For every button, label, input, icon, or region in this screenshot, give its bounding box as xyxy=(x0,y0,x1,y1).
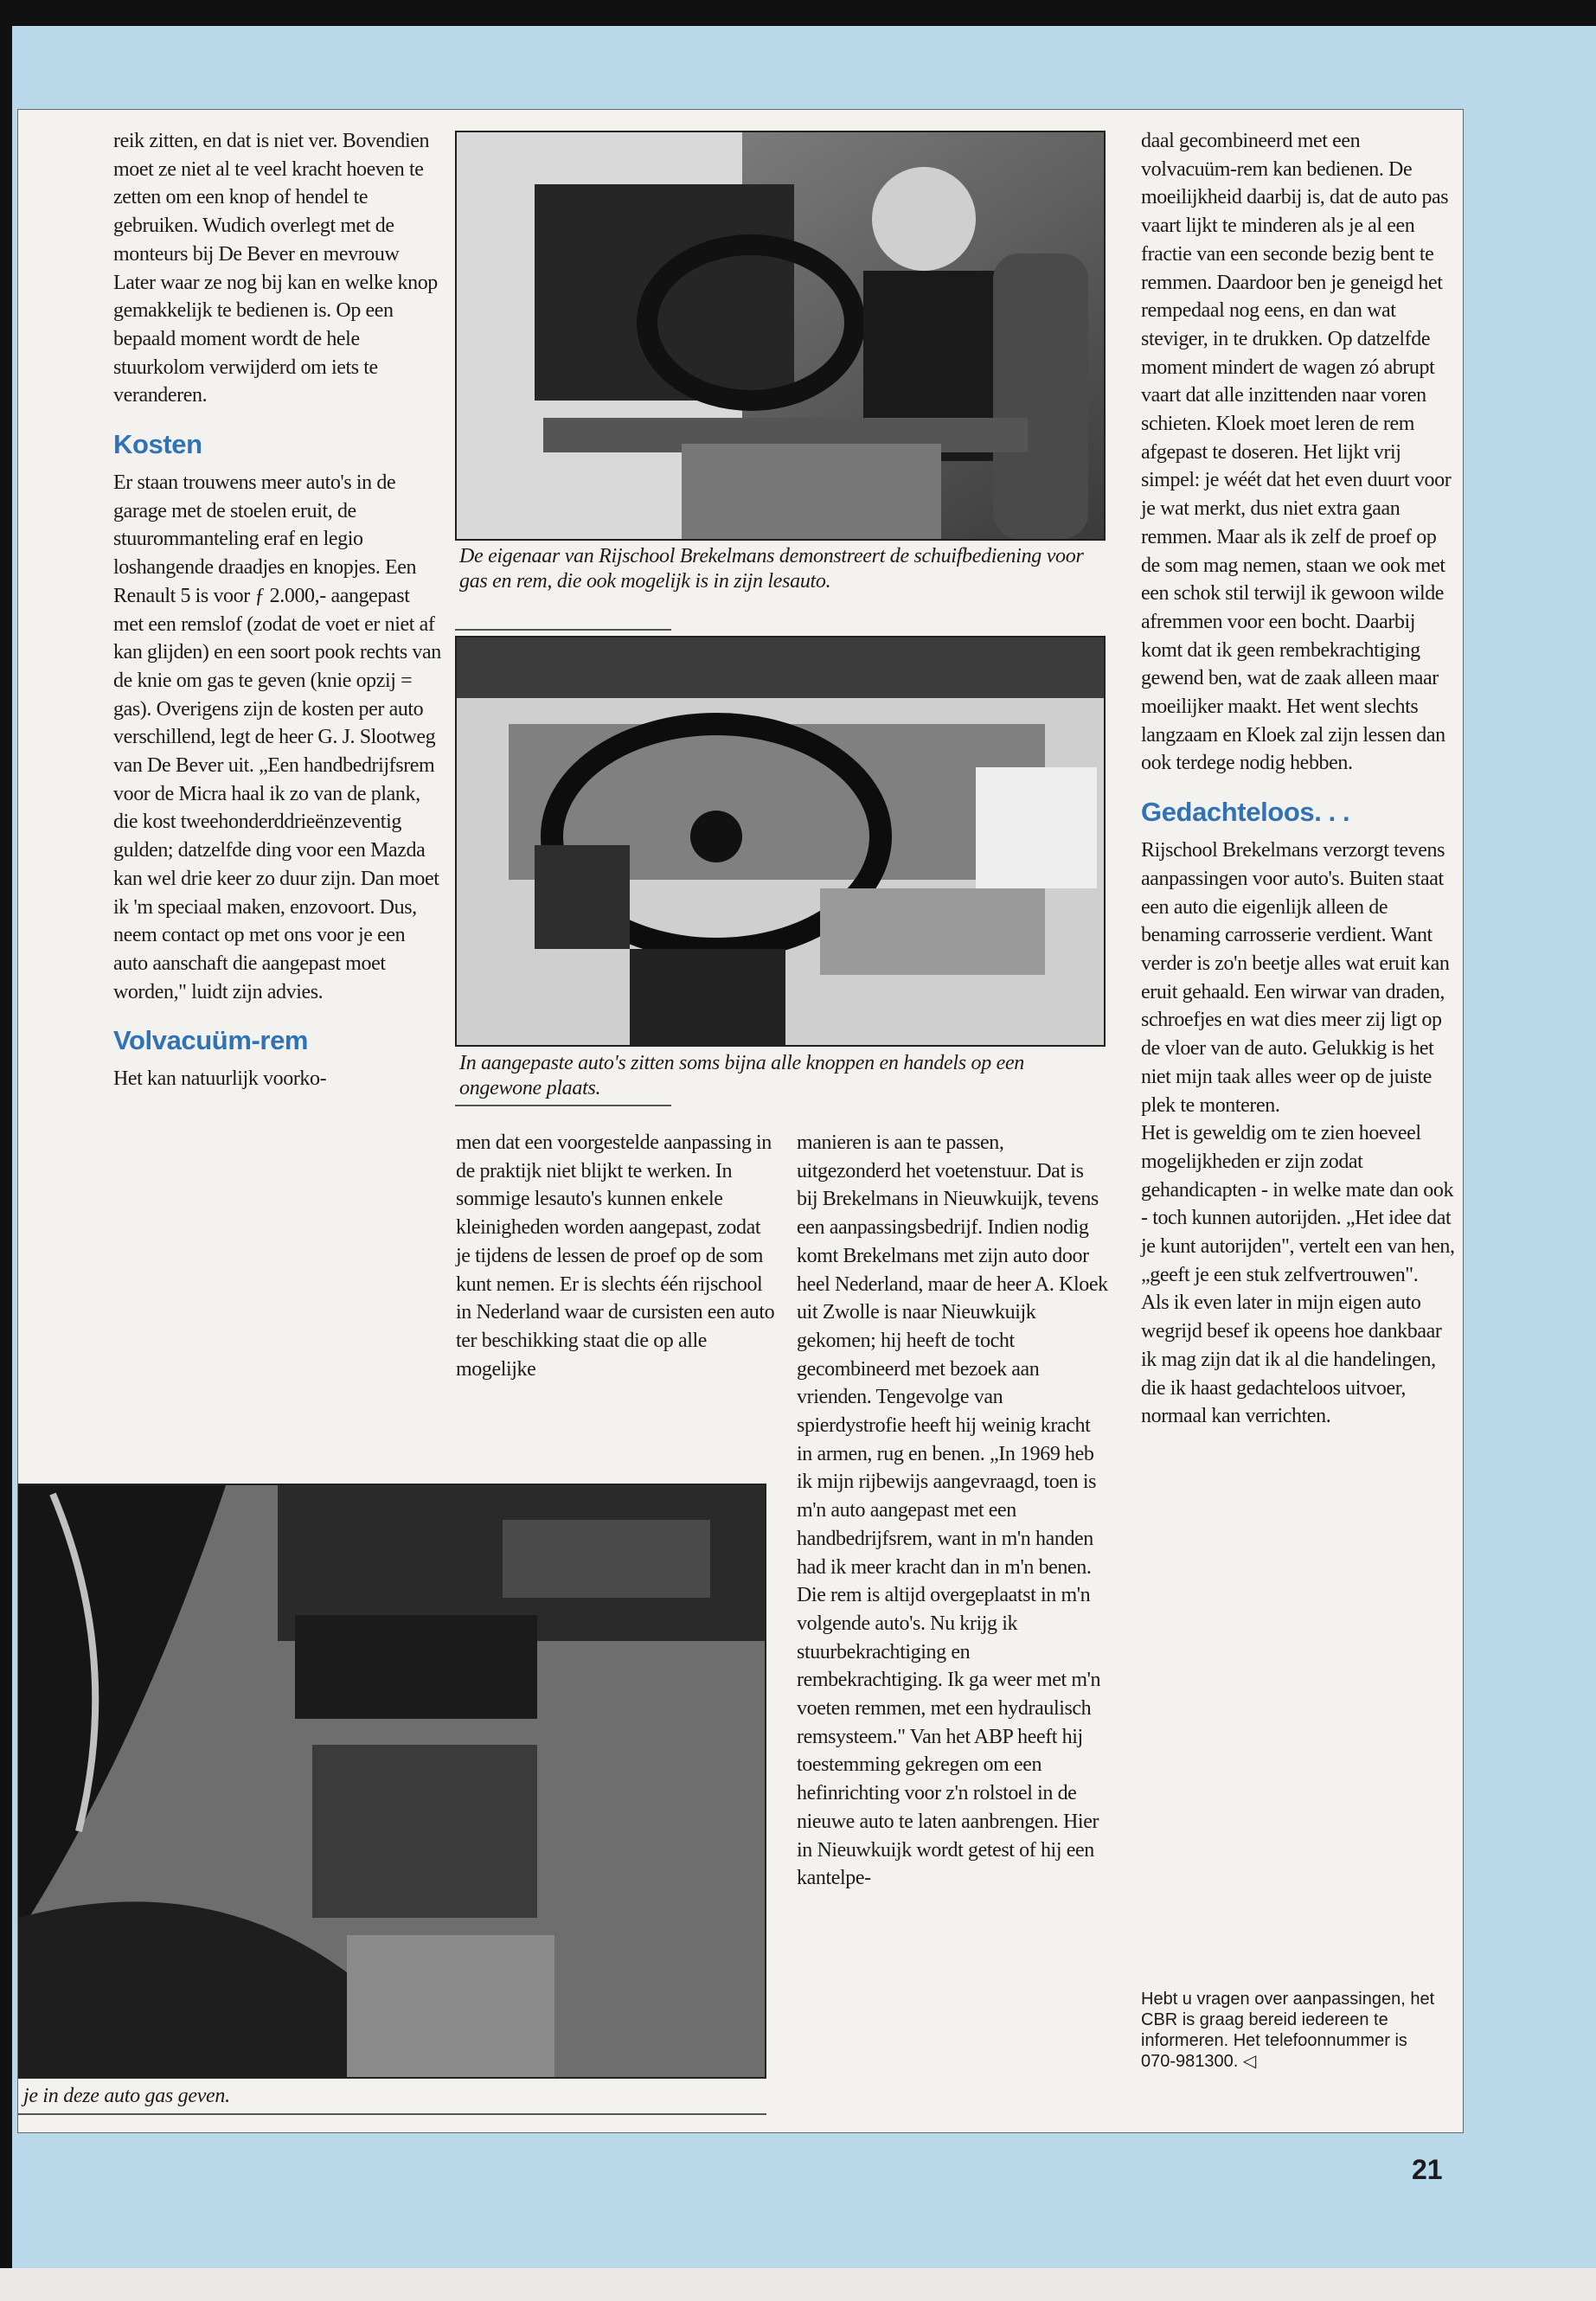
scan-border-top xyxy=(0,0,1596,26)
photo-1-image xyxy=(457,132,1104,539)
column-4-paragraph-1: daal gecombineerd met een volvacuüm-rem kan bedienen. De moeilijkheid daarbij is, dat de auto pas vaart lijkt te minderen als je al een fractie van een seconde bezig bent te remmen. Daardoor ben je geneigd het rempedaal nog eens, en dan wat steviger, in te drukken. Op datzelfde moment mindert de wagen zó abrupt vaart dat alle inzittenden naar voren schieten. Kloek moet leren de rem afgepast te doseren. Het lijkt vrij simpel: je wéét dat het even duurt voor je wat merkt, dus niet extra gaan remmen. Maar als ik zelf de proef op de som mag nemen, staan we ook met een schok stil terwijl ik gewoon wilde afremmen voor een bocht. Daarbij komt dat ik geen rembekrachtiging gewend ben, wat de zaak alleen maar moeilijker maakt. Het went slechts langzaam en Kloek zal zijn lessen dan ook terdege nodig hebben. xyxy=(1141,130,1452,775)
column-1 xyxy=(113,127,442,1093)
photo-adapted-dashboard xyxy=(455,636,1106,1047)
scan-border-left xyxy=(0,0,12,2301)
page-number: 21 xyxy=(1412,2154,1443,2185)
caption-photo-1: De eigenaar van Rijschool Brekelmans demonstreert de schuifbediening voor gas en rem, die ook mogelijk is in zijn lesauto. xyxy=(459,545,1084,593)
heading-gedachteloos: Gedachteloos. . . xyxy=(1141,797,1350,828)
column-1-paragraph-2: Er staan trouwens meer auto's in de garage met de stoelen eruit, de stuurommanteling eraf en legio loshangende draadjes en knopjes. Een Renault 5 is voor ƒ 2.000,- aangepast met een remslof (zodat de voet er niet af kan glijden) en een soort pook rechts van de knie om gas te geven (knie opzij = gas). Overigens zijn de kosten per auto verschillend, legt de heer G. J. Slootweg van De Bever uit. „Een handbedrijfsrem voor de Micra haal ik zo van de plank, die kost tweehonderddrieënzeventig gulden; datzelfde ding voor een Mazda kan wel drie keer zo duur zijn. Dan moet ik 'm speciaal maken, enzovoort. Dus, neem contact op met ons voor je een auto aanschaft die aangepast moet worden," luidt zijn advies. xyxy=(113,471,441,1003)
heading-kosten: Kosten xyxy=(113,429,202,460)
photo-3-image xyxy=(18,1485,765,2077)
column-3-paragraph: manieren is aan te passen, uitgezonderd het voetenstuur. Dat is bij Brekelmans in Nieuwkuijk, tevens een aanpassingsbedrijf. Indien nodig komt Brekelmans met zijn auto door heel Nederland, maar de heer A. Kloek uit Zwolle is naar Nieuwkuijk gekomen; hij heeft de tocht gecombineerd met bezoek aan vrienden. Tengevolge van spierdystrofie heeft hij weinig kracht in armen, rug en benen. „In 1969 heb ik mijn rijbewijs aangevraagd, toen is m'n auto aangepast met een handbedrijfsrem, want in m'n handen had ik meer kracht dan in m'n benen. Die rem is altijd overgeplaatst in m'n volgende auto's. Nu krijg ik stuurbekrachtiging en rembekrachtiging. Ik ga weer met m'n voeten remmen, met een hydraulisch remsysteem." Van het ABP heeft hij toestemming gekregen om een hefinrichting voor z'n rolstoel in de nieuwe auto te laten aanbrengen. Hier in Nieuwkuijk wordt getest of hij een kantelpe- xyxy=(797,1131,1108,1890)
caption-photo-2: In aangepaste auto's zitten soms bijna alle knoppen en handels op een ongewone plaats. xyxy=(459,1052,1025,1099)
column-3 xyxy=(797,1129,1108,1893)
column-4-paragraph-2: Rijschool Brekelmans verzorgt tevens aanpassingen voor auto's. Buiten staat een auto die eigenlijk alleen de benaming carrosserie verdient. Want verder is zo'n beetje alles wat eruit kan eruit gehaald. Een wirwar van draden, schroefjes en wat dies meer zij ligt op de vloer van de auto. Gelukkig is het niet mijn taak alles weer op de juiste plek te monteren. xyxy=(1141,839,1450,1117)
column-4-paragraph-4: Als ik even later in mijn eigen auto wegrijd besef ik opeens hoe dankbaar ik mag zijn dat ik al die handelingen, die ik haast gedachteloos uitvoer, normaal kan verrichten. xyxy=(1141,1292,1442,1428)
column-4-paragraph-3: Het is geweldig om te zien hoeveel mogelijkheden er zijn zodat gehandicapten - in welke mate dan ook - toch kunnen autorijden. „Het idee dat je kunt autorijden", vertelt een van hen, „geeft je een stuk zelfvertrouwen". xyxy=(1141,1122,1455,1286)
caption-photo-3: je in deze auto gas geven. xyxy=(23,2085,230,2107)
column-2 xyxy=(456,1129,776,1383)
cbr-contact-note: Hebt u vragen over aanpassingen, het CBR is graag bereid iedereen te informeren. Het telefoonnummer is 070-981300. ◁ xyxy=(1141,1990,1435,2071)
photo-car-interior xyxy=(18,1484,766,2079)
column-1-paragraph-1: reik zitten, en dat is niet ver. Bovendien moet ze niet al te veel kracht hoeven te zetten om een knop of hendel te gebruiken. Wudich overlegt met de monteurs bij De Bever en mevrouw Later waar ze nog bij kan en welke knop gemakkelijk te bedienen is. Op een bepaald moment wordt de hele stuurkolom verwijderd om iets te veranderen. xyxy=(113,130,438,407)
scan-border-bottom xyxy=(0,2268,1596,2301)
magazine-page xyxy=(17,109,1464,2133)
caption-rule-2 xyxy=(455,1105,671,1106)
heading-volvacuum-rem: Volvacuüm-rem xyxy=(113,1025,309,1056)
column-2-paragraph: men dat een voorgestelde aanpassing in de praktijk niet blijkt te werken. In sommige lesauto's kunnen enkele kleinigheden worden aangepast, zodat je tijdens de lessen de proef op de som kunt nemen. Er is slechts één rijschool in Nederland waar de cursisten een auto ter beschikking staat die op alle mogelijke xyxy=(456,1131,775,1381)
caption-rule-3 xyxy=(18,2113,766,2115)
column-1-paragraph-3: Het kan natuurlijk voorko- xyxy=(113,1067,327,1091)
photo-instructor-demonstration xyxy=(455,131,1106,541)
column-4 xyxy=(1141,127,1456,1431)
photo-2-image xyxy=(457,638,1104,1045)
caption-rule-1 xyxy=(455,629,671,631)
